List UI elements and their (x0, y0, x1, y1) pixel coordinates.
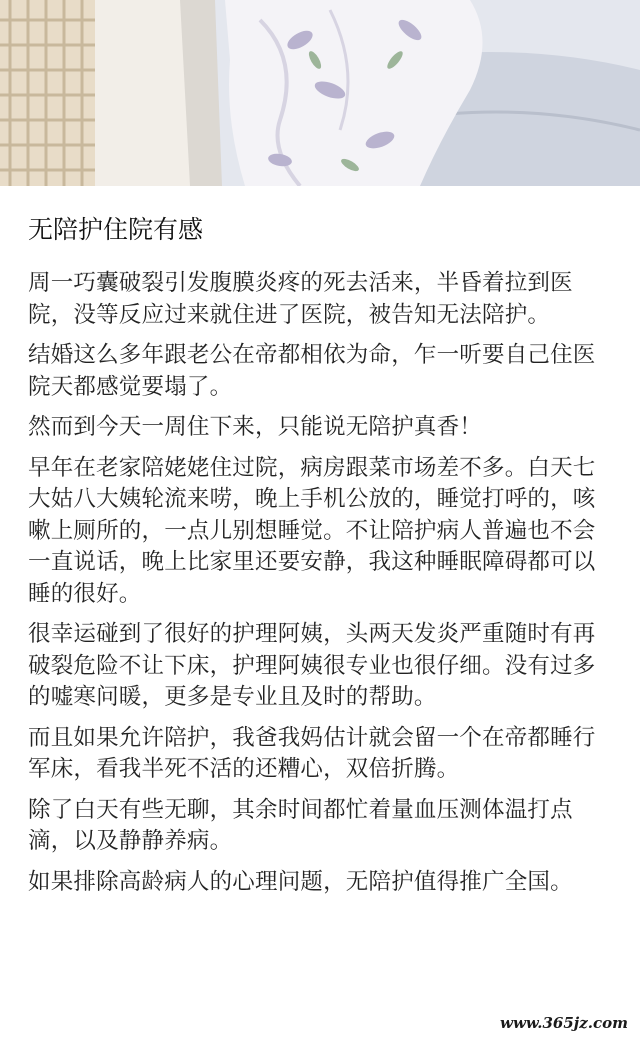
paragraph: 早年在老家陪姥姥住过院，病房跟菜市场差不多。白天七大姑八大姨轮流来唠，晚上手机公放的，睡觉打呼的，咳嗽上厕所的，一点儿别想睡觉。不让陪护病人普遍也不会一直说话，晚上比家里还要安静，我这种睡眠障碍都可以睡的很好。 (28, 454, 596, 607)
site-watermark: www.365jz.com (494, 1012, 634, 1034)
paragraph: 很幸运碰到了很好的护理阿姨，头两天发炎严重随时有再破裂危险不让下床，护理阿姨很专业也很仔细。没有过多的嘘寒问暖，更多是专业且及时的帮助。 (28, 621, 596, 710)
hospital-bed-photo-icon (0, 0, 640, 186)
article (28, 210, 618, 907)
paragraph: 除了白天有些无聊，其余时间都忙着量血压测体温打点滴，以及静静养病。 (28, 796, 573, 854)
paragraph: 结婚这么多年跟老公在帝都相依为命，乍一听要自己住医院天都感觉要塌了。 (28, 342, 596, 400)
paragraph: 然而到今天一周住下来，只能说无陪护真香！ (28, 414, 483, 440)
article-title: 无陪护住院有感 (28, 215, 204, 244)
paragraph: 如果排除高龄病人的心理问题，无陪护值得推广全国。 (28, 868, 573, 895)
hospital-bed-photo (0, 0, 640, 186)
paragraph: 周一巧囊破裂引发腹膜炎疼的死去活来，半昏着拉到医院，没等反应过来就住进了医院，被告知无法陪护。 (28, 270, 573, 328)
paragraph: 而且如果允许陪护，我爸我妈估计就会留一个在帝都睡行军床，看我半死不活的还糟心，双倍折腾。 (28, 724, 596, 782)
